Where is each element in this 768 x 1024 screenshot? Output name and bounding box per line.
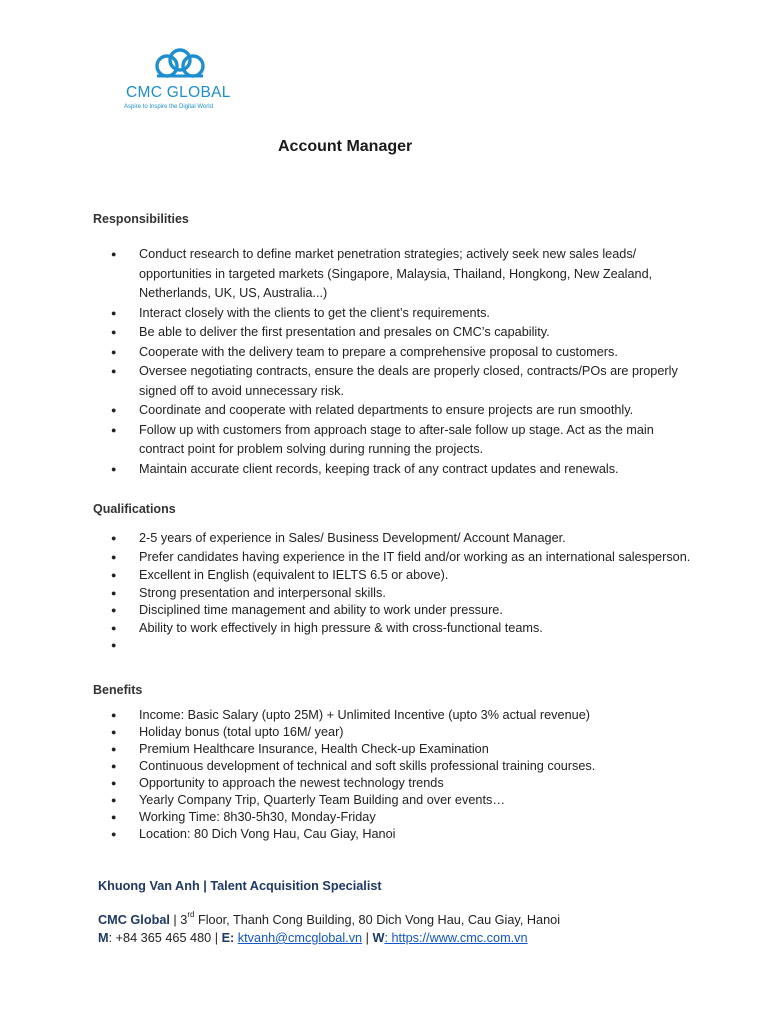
- list-item: ● Continuous development of technical and soft skills professional training courses.: [111, 758, 691, 775]
- website-label: W: [372, 931, 385, 945]
- floor-suffix: rd: [187, 910, 195, 919]
- list-item: ● Cooperate with the delivery team to prepare a comprehensive proposal to customers.: [111, 343, 691, 363]
- list-item: ● Excellent in English (equivalent to IELTS 6.5 or above).: [111, 567, 691, 585]
- benefits-heading: Benefits: [93, 683, 143, 697]
- list-item: ● Premium Healthcare Insurance, Health Check-up Examination: [111, 741, 691, 758]
- cloud-logo-icon: [153, 48, 207, 80]
- mobile-label: M: [98, 931, 109, 945]
- address-line: [98, 910, 561, 927]
- list-item: [111, 637, 691, 655]
- responsibilities-list: [111, 245, 691, 479]
- separator: |: [362, 931, 373, 945]
- list-item: ● Be able to deliver the first presentation and presales on CMC’s capability.: [111, 323, 691, 343]
- list-item: ● Conduct research to define market penetration strategies; actively seek new sales leads/ opportunities in targeted markets (Singapore, Malaysia, Thailand, Hongkong, New Zealand, Netherlands, UK, US, Australia...): [111, 245, 691, 304]
- page-title: Account Manager: [278, 138, 413, 155]
- list-item: ● Ability to work effectively in high pressure & with cross-functional teams.: [111, 620, 691, 638]
- separator: |: [169, 913, 181, 927]
- list-item: ● Opportunity to approach the newest technology trends: [111, 775, 691, 792]
- list-item: ● Strong presentation and interpersonal skills.: [111, 585, 691, 603]
- list-item: ● Follow up with customers from approach stage to after-sale follow up stage. Act as the main contract point for problem solving during running the projects.: [111, 421, 691, 460]
- list-item: ● Maintain accurate client records, keeping track of any contract updates and renewals.: [111, 460, 691, 480]
- list-item: ● Disciplined time management and ability to work under pressure.: [111, 602, 691, 620]
- benefits-list: [111, 707, 691, 843]
- list-item: ● Prefer candidates having experience in the IT field and/or working as an international salesperson.: [111, 548, 691, 567]
- website-link[interactable]: : https://www.cmc.com.vn: [384, 931, 528, 945]
- logo-tagline: Aspire to Inspire the Digital World: [124, 104, 213, 110]
- company-logo: [120, 48, 250, 116]
- phone-number: : +84 365 465 480 |: [108, 931, 222, 945]
- list-item: ● Income: Basic Salary (upto 25M) + Unlimited Incentive (upto 3% actual revenue): [111, 707, 691, 724]
- qualifications-heading: Qualifications: [93, 502, 176, 516]
- email-link[interactable]: ktvanh@cmcglobal.vn: [237, 931, 363, 945]
- list-item: ● Location: 80 Dich Vong Hau, Cau Giay, Hanoi: [111, 826, 691, 843]
- email-label: E:: [221, 931, 235, 945]
- contact-line: [98, 931, 528, 945]
- list-item: ● Interact closely with the clients to get the client’s requirements.: [111, 304, 691, 324]
- responsibilities-heading: Responsibilities: [93, 212, 189, 226]
- signature-line: Khuong Van Anh | Talent Acquisition Specialist: [98, 879, 382, 893]
- company-name: CMC Global: [98, 913, 170, 927]
- address-text: Floor, Thanh Cong Building, 80 Dich Vong Hau, Cau Giay, Hanoi: [194, 913, 561, 927]
- list-item: ● Oversee negotiating contracts, ensure the deals are properly closed, contracts/POs are properly signed off to avoid unnecessary risk.: [111, 362, 691, 401]
- logo-brand-text: CMC GLOBAL: [126, 84, 231, 101]
- list-item: ● 2-5 years of experience in Sales/ Business Development/ Account Manager.: [111, 529, 691, 548]
- list-item: ● Coordinate and cooperate with related departments to ensure projects are run smoothly.: [111, 401, 691, 421]
- list-item: ● Yearly Company Trip, Quarterly Team Building and over events…: [111, 792, 691, 809]
- list-item: ● Working Time: 8h30-5h30, Monday-Friday: [111, 809, 691, 826]
- list-item: ● Holiday bonus (total upto 16M/ year): [111, 724, 691, 741]
- qualifications-list: [111, 529, 691, 655]
- floor-number: 3: [180, 913, 188, 927]
